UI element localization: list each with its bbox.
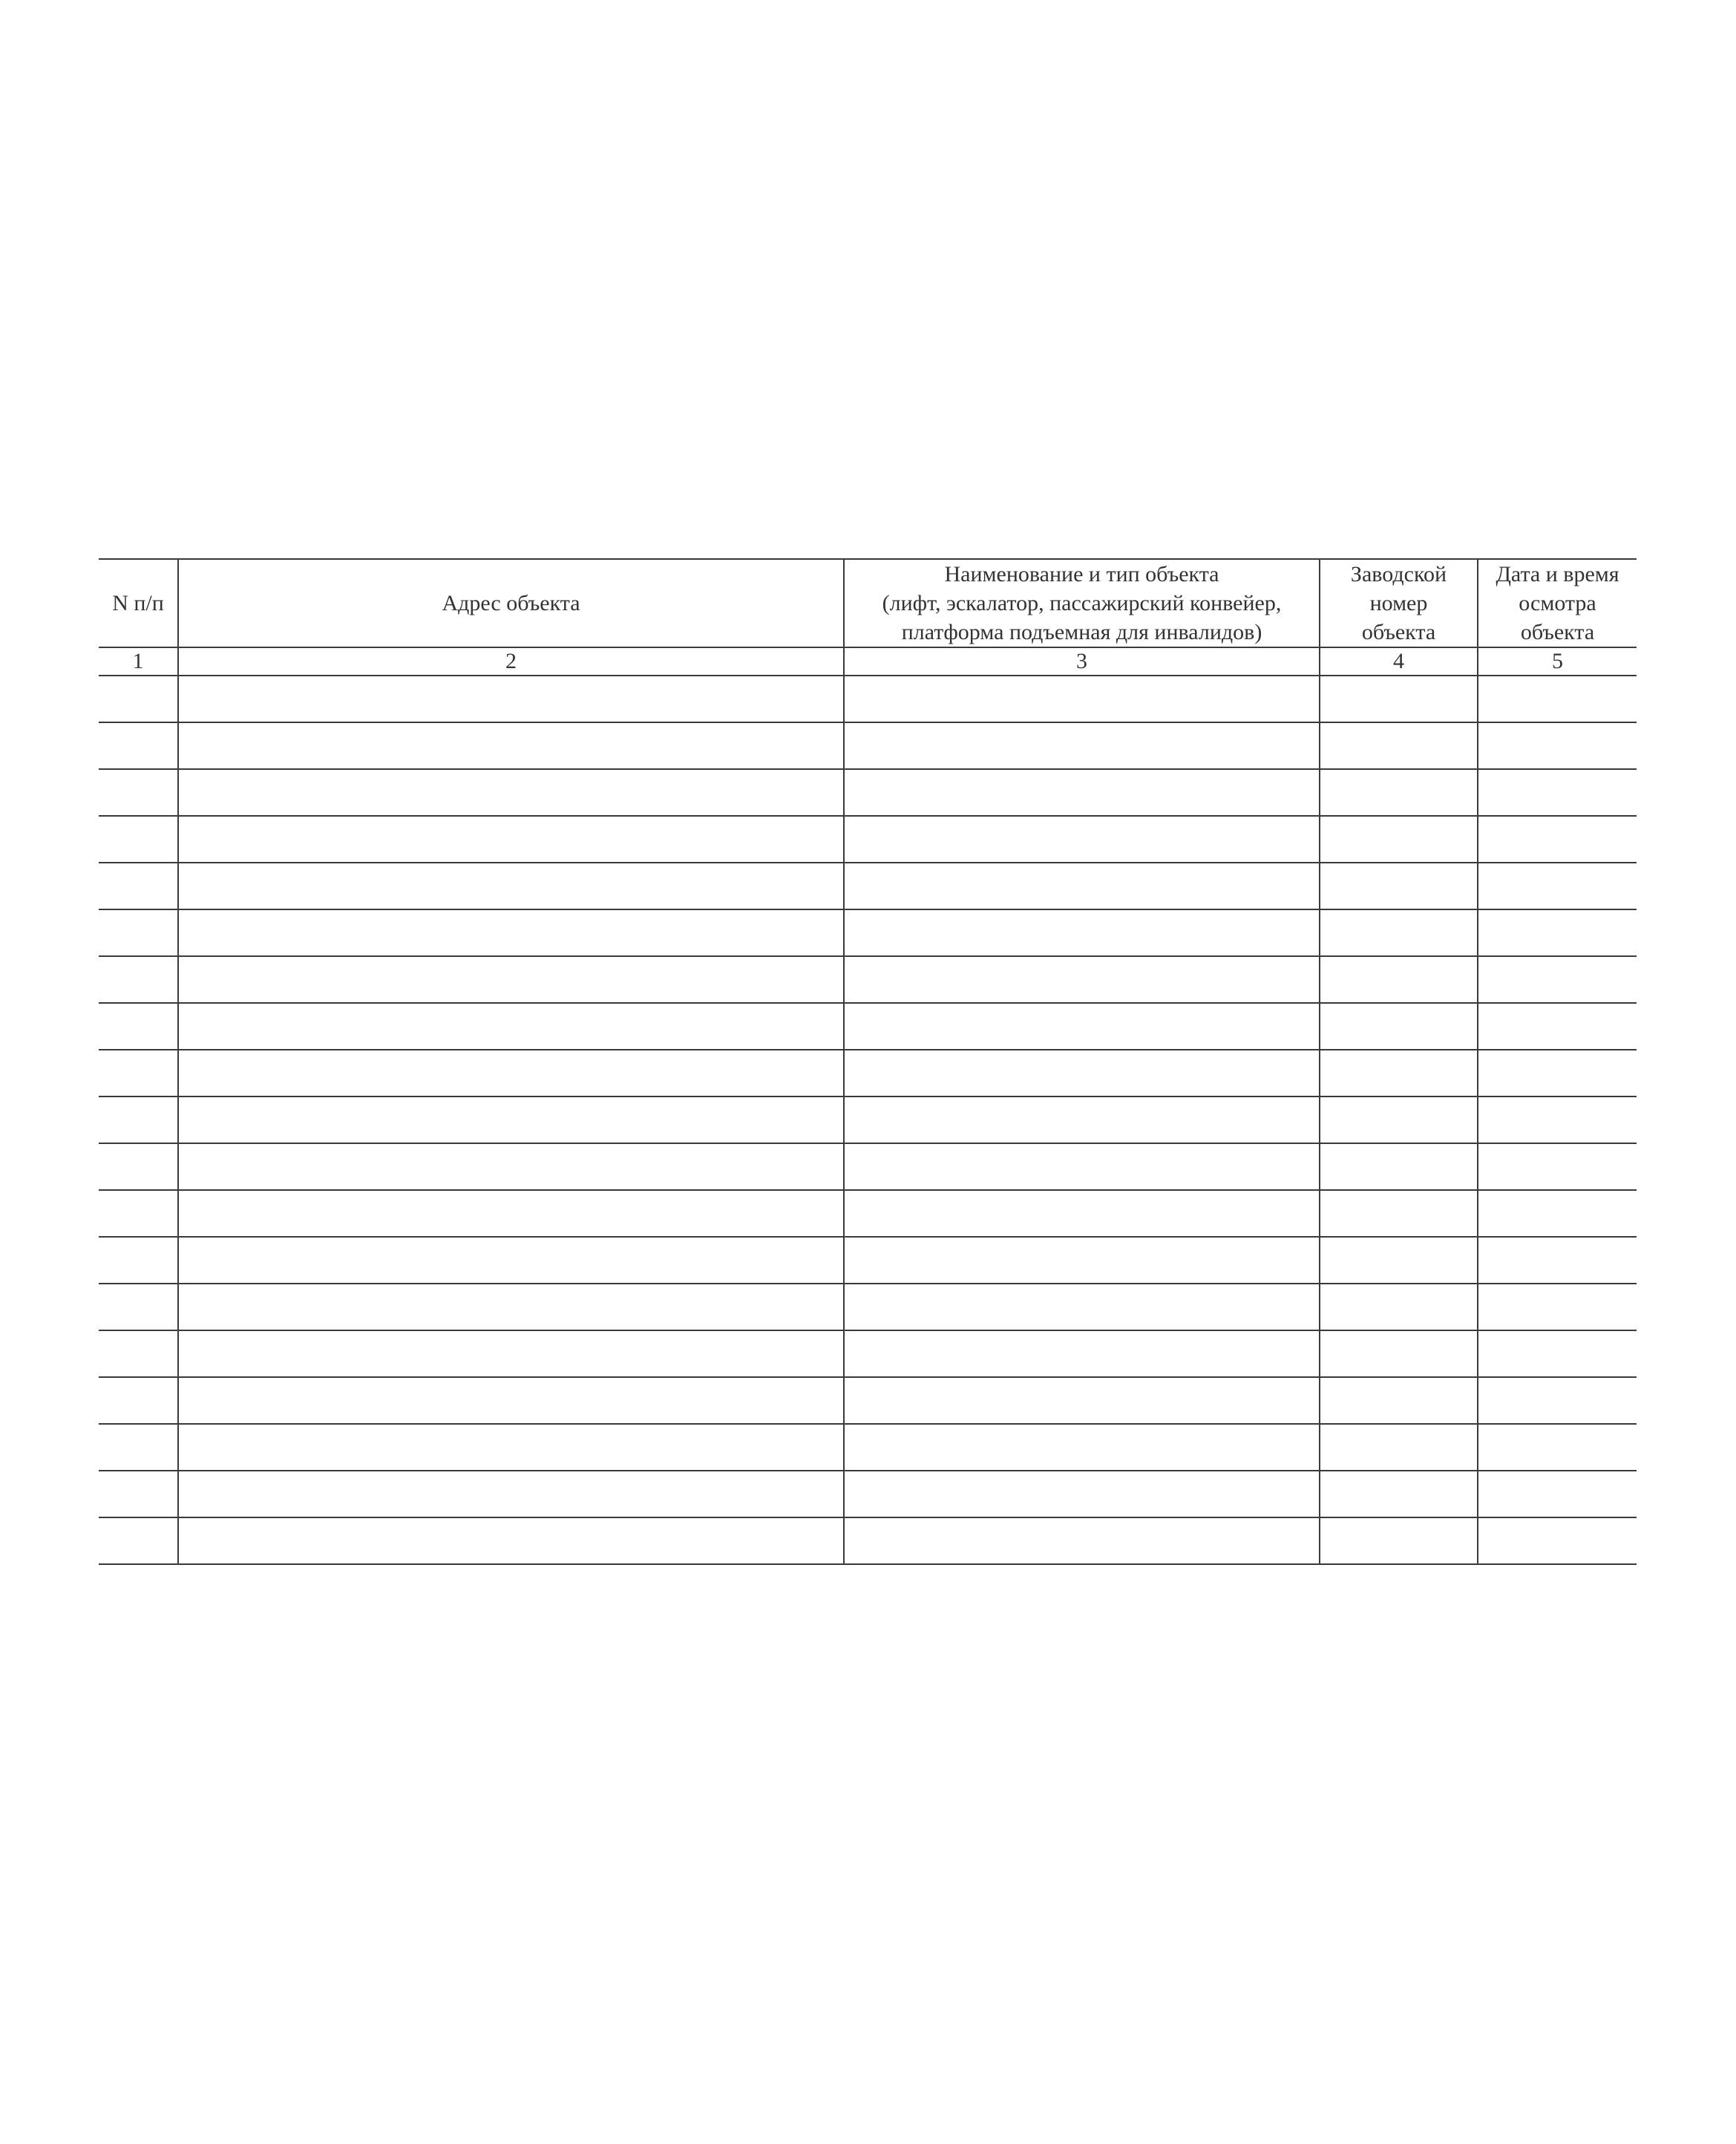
cell-address[interactable] [178,1050,844,1096]
cell-serial-number[interactable] [1320,1517,1478,1564]
table-row [99,1424,1637,1471]
cell-name-type[interactable] [844,1050,1320,1096]
cell-address[interactable] [178,1284,844,1330]
cell-address[interactable] [178,1237,844,1284]
cell-serial-number[interactable] [1320,1096,1478,1143]
cell-name-type[interactable] [844,1143,1320,1190]
header-address: Адрес объекта [178,559,844,647]
cell-number[interactable] [99,676,178,722]
table-row [99,816,1637,863]
cell-inspection-datetime[interactable] [1478,1377,1637,1424]
cell-inspection-datetime[interactable] [1478,909,1637,956]
cell-name-type[interactable] [844,1284,1320,1330]
table-row [99,1237,1637,1284]
cell-number[interactable] [99,769,178,816]
cell-serial-number[interactable] [1320,1190,1478,1237]
table-row [99,1377,1637,1424]
table-row [99,769,1637,816]
cell-name-type[interactable] [844,863,1320,909]
cell-name-type[interactable] [844,676,1320,722]
cell-address[interactable] [178,1517,844,1564]
column-number-3: 3 [844,647,1320,676]
header-row [99,559,1637,647]
cell-name-type[interactable] [844,909,1320,956]
cell-name-type[interactable] [844,1377,1320,1424]
cell-inspection-datetime[interactable] [1478,863,1637,909]
cell-serial-number[interactable] [1320,1424,1478,1471]
cell-name-type[interactable] [844,769,1320,816]
cell-serial-number[interactable] [1320,676,1478,722]
cell-serial-number[interactable] [1320,1330,1478,1377]
cell-address[interactable] [178,1424,844,1471]
cell-number[interactable] [99,1424,178,1471]
cell-name-type[interactable] [844,1237,1320,1284]
column-number-row [99,647,1637,676]
cell-number[interactable] [99,1050,178,1096]
column-number-4: 4 [1320,647,1478,676]
cell-name-type[interactable] [844,956,1320,1003]
column-number-1: 1 [99,647,178,676]
inspection-log-table [99,558,1637,1565]
cell-serial-number[interactable] [1320,769,1478,816]
table-row [99,1143,1637,1190]
table-row [99,863,1637,909]
cell-serial-number[interactable] [1320,1377,1478,1424]
cell-name-type[interactable] [844,722,1320,769]
cell-name-type[interactable] [844,1096,1320,1143]
cell-address[interactable] [178,1377,844,1424]
table-row [99,1190,1637,1237]
table-row [99,1096,1637,1143]
cell-inspection-datetime[interactable] [1478,1517,1637,1564]
cell-number[interactable] [99,1237,178,1284]
cell-address[interactable] [178,1143,844,1190]
cell-address[interactable] [178,909,844,956]
cell-serial-number[interactable] [1320,1050,1478,1096]
cell-inspection-datetime[interactable] [1478,676,1637,722]
table-row [99,1517,1637,1564]
cell-number[interactable] [99,1377,178,1424]
cell-serial-number[interactable] [1320,1284,1478,1330]
cell-number[interactable] [99,1284,178,1330]
cell-serial-number[interactable] [1320,1143,1478,1190]
cell-serial-number[interactable] [1320,1471,1478,1517]
table-row [99,722,1637,769]
cell-number[interactable] [99,1143,178,1190]
table-row [99,1471,1637,1517]
cell-serial-number[interactable] [1320,722,1478,769]
cell-serial-number[interactable] [1320,956,1478,1003]
column-number-5: 5 [1478,647,1637,676]
cell-name-type[interactable] [844,1471,1320,1517]
cell-inspection-datetime[interactable] [1478,1284,1637,1330]
cell-address[interactable] [178,816,844,863]
cell-name-type[interactable] [844,1190,1320,1237]
table-body [99,676,1637,1564]
cell-number[interactable] [99,863,178,909]
cell-inspection-datetime[interactable] [1478,956,1637,1003]
cell-address[interactable] [178,769,844,816]
cell-inspection-datetime[interactable] [1478,1003,1637,1050]
cell-serial-number[interactable] [1320,1003,1478,1050]
cell-inspection-datetime[interactable] [1478,1143,1637,1190]
cell-inspection-datetime[interactable] [1478,1237,1637,1284]
cell-number[interactable] [99,956,178,1003]
cell-address[interactable] [178,1330,844,1377]
cell-address[interactable] [178,1190,844,1237]
cell-inspection-datetime[interactable] [1478,1471,1637,1517]
table-row [99,1284,1637,1330]
cell-inspection-datetime[interactable] [1478,816,1637,863]
cell-address[interactable] [178,956,844,1003]
cell-number[interactable] [99,816,178,863]
cell-name-type[interactable] [844,1517,1320,1564]
table-row [99,1050,1637,1096]
header-number: N п/п [99,559,178,647]
cell-name-type[interactable] [844,816,1320,863]
table-row [99,956,1637,1003]
cell-inspection-datetime[interactable] [1478,722,1637,769]
cell-address[interactable] [178,1003,844,1050]
column-number-2: 2 [178,647,844,676]
cell-serial-number[interactable] [1320,1237,1478,1284]
cell-number[interactable] [99,1096,178,1143]
cell-inspection-datetime[interactable] [1478,1050,1637,1096]
cell-serial-number[interactable] [1320,816,1478,863]
table-row [99,1003,1637,1050]
header-name-type: Наименование и тип объекта (лифт, эскалатор, пассажирский конвейер, платформа подъемная для инвалидов) [844,559,1320,647]
cell-number[interactable] [99,1330,178,1377]
cell-number[interactable] [99,722,178,769]
table-row [99,1330,1637,1377]
cell-inspection-datetime[interactable] [1478,1330,1637,1377]
cell-name-type[interactable] [844,1003,1320,1050]
cell-serial-number[interactable] [1320,863,1478,909]
table-row [99,909,1637,956]
cell-address[interactable] [178,1471,844,1517]
cell-inspection-datetime[interactable] [1478,1424,1637,1471]
header-inspection-datetime: Дата и время осмотра объекта [1478,559,1637,647]
cell-name-type[interactable] [844,1330,1320,1377]
cell-inspection-datetime[interactable] [1478,1096,1637,1143]
header-serial-number: Заводской номер объекта [1320,559,1478,647]
cell-inspection-datetime[interactable] [1478,1190,1637,1237]
cell-serial-number[interactable] [1320,909,1478,956]
cell-name-type[interactable] [844,1424,1320,1471]
cell-number[interactable] [99,1003,178,1050]
cell-address[interactable] [178,722,844,769]
cell-address[interactable] [178,863,844,909]
cell-address[interactable] [178,1096,844,1143]
cell-number[interactable] [99,1190,178,1237]
cell-number[interactable] [99,1517,178,1564]
cell-inspection-datetime[interactable] [1478,769,1637,816]
cell-number[interactable] [99,909,178,956]
table-row [99,676,1637,722]
cell-address[interactable] [178,676,844,722]
cell-number[interactable] [99,1471,178,1517]
